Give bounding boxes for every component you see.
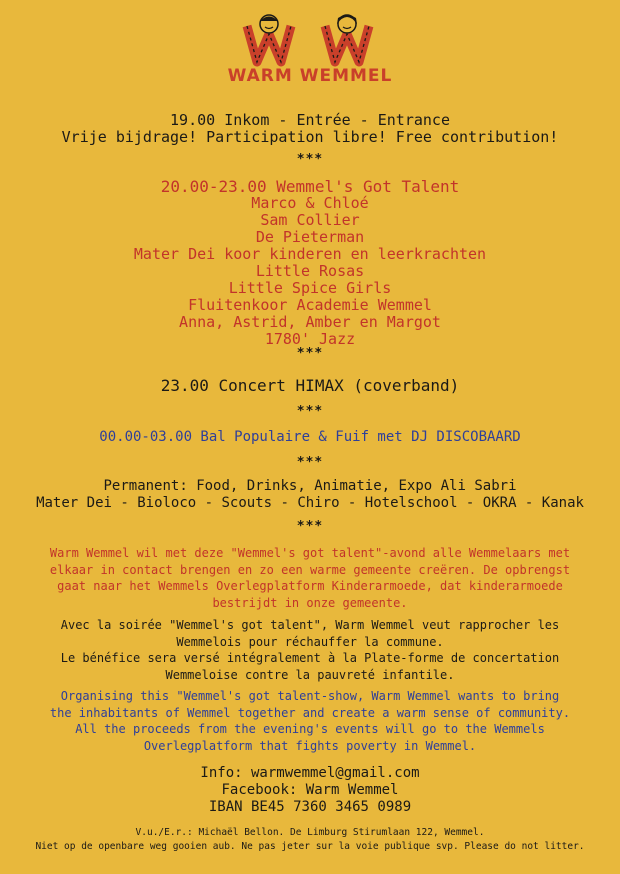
paragraph-line: Avec la soirée "Wemmel's got talent", Warm Wemmel veut rapprocher les (60, 618, 560, 632)
paragraph-line: Wemmeloise contre la pauvreté infantile. (165, 667, 455, 682)
separator: *** (296, 519, 324, 534)
act-item: Fluitenkoor Academie Wemmel (188, 296, 432, 314)
logo-text: WARM WEMMEL (227, 66, 393, 86)
talent-title: 20.00-23.00 Wemmel's Got Talent (160, 177, 460, 196)
paragraph-line: Le bénéfice sera versé intégralement à la Plate-forme de concertation (60, 651, 560, 665)
paragraph-line: Wemmelois pour réchauffer la commune. (176, 634, 444, 649)
email-link[interactable]: Info: warmwemmel@gmail.com (200, 765, 420, 781)
info-section (0, 765, 620, 816)
act-item: 1780' Jazz (264, 330, 356, 348)
paragraph-line: Organising this "Wemmel's got talent-show, Warm Wemmel wants to bring (60, 689, 560, 703)
entrance-section (0, 112, 620, 146)
paragraph-line: All the proceeds from the evening's events will go to the Wemmels (75, 722, 545, 736)
logo (0, 12, 620, 86)
paragraph-line: elkaar in contact brengen en zo een warme gemeente creëren. De opbrengst (49, 562, 571, 577)
partners-line: Mater Dei - Bioloco - Scouts - Chiro - Hotelschool - OKRA - Kanak (36, 495, 584, 511)
facebook-link[interactable]: Facebook: Warm Wemmel (221, 782, 399, 798)
paragraph-line: the inhabitants of Wemmel together and create a warm sense of community. (49, 705, 571, 720)
footer (0, 826, 620, 854)
english-paragraph (0, 688, 620, 754)
permanent-line: Permanent: Food, Drinks, Animatie, Expo Ali Sabri (103, 478, 517, 494)
talent-section (0, 178, 620, 348)
separator: *** (296, 404, 324, 419)
act-item: Little Spice Girls (228, 279, 392, 297)
paragraph-line: Overlegplatform that fights poverty in Wemmel. (143, 738, 477, 753)
two-smiling-figures-logo-icon (235, 12, 385, 68)
separator: *** (296, 346, 324, 361)
iban-line: IBAN BE45 7360 3465 0989 (208, 799, 412, 815)
paragraph-line: Warm Wemmel wil met deze "Wemmel's got talent"-avond alle Wemmelaars met (49, 546, 571, 560)
paragraph-line: gaat naar het Wemmels Overlegplatform Kinderarmoede, dat kinderarmoede (57, 579, 563, 593)
permanent-section (0, 478, 620, 512)
bal-line: 00.00-03.00 Bal Populaire & Fuif met DJ DISCOBAARD (99, 429, 521, 445)
separator: *** (296, 455, 324, 470)
act-item: Anna, Astrid, Amber en Margot (179, 313, 441, 331)
act-item: Mater Dei koor kinderen en leerkrachten (133, 245, 487, 263)
concert-line: 23.00 Concert HIMAX (coverband) (160, 376, 460, 395)
contribution-line: Vrije bijdrage! Participation libre! Free contribution! (61, 128, 559, 146)
publisher-line: V.u./E.r.: Michaël Bellon. De Limburg Stirumlaan 122, Wemmel. (135, 827, 485, 838)
dutch-paragraph (0, 545, 620, 611)
entrance-line: 19.00 Inkom - Entrée - Entrance (170, 111, 450, 129)
act-item: De Pieterman (255, 228, 365, 246)
act-item: Marco & Chloé (251, 194, 369, 212)
paragraph-line: bestrijdt in onze gemeente. (212, 595, 408, 610)
act-item: Sam Collier (260, 211, 360, 229)
french-paragraph (0, 617, 620, 683)
act-item: Little Rosas (255, 262, 365, 280)
separator: *** (296, 152, 324, 167)
litter-notice: Niet op de openbare weg gooien aub. Ne pas jeter sur la voie publique svp. Please do not litter. (35, 841, 585, 852)
